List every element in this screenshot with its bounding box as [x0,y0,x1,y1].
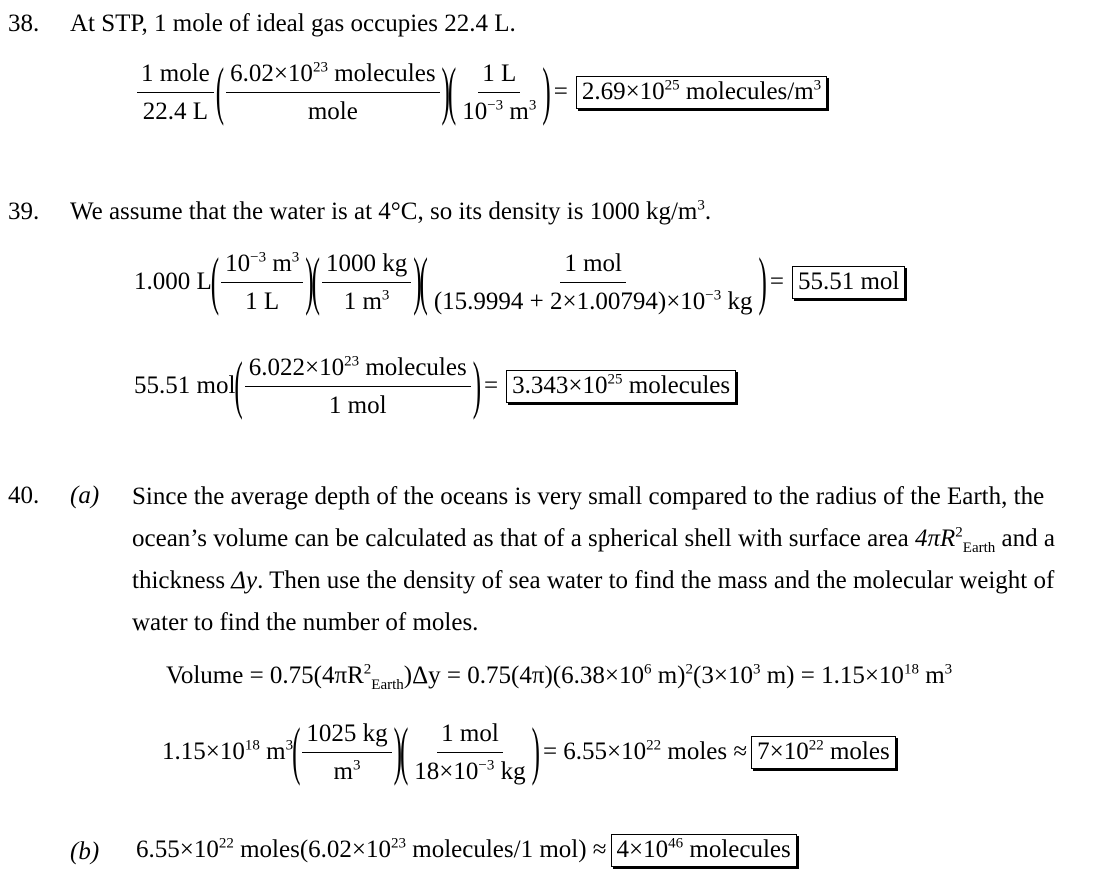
answer-box-38: $2.69\times 10^{25}$ molecules/$m^3$ [576,76,827,109]
part-a-explanation: Since the average depth of the oceans is very small compared to the radius of the Earth, the ocean’s volume can be calculated as that of a spherical shell with surface area $4\pi R^2_{Earth}$ and a thickness Δy. Then use the density of sea water to find the mass and the molecular weight of water to find the number of moles. [132,483,1055,636]
problem-39-number: 39. [8,198,40,225]
part-b-equation: $6.55\times 10^{22}$ $moles(6.02\times 10^{23}$ molecules/1 mol) ≈ $4\times 10^{46}$ molecules [136,834,797,867]
volume-equation: Volume = $0.75(4\pi R^2_{Earth})\Delta y = 0.75(4\pi)(6.38\times 10^6$ $m)^2(3\times 10^3$ $m) = 1.15\times 10^{18}$ $m^3$ [166,661,953,693]
answer-box-40b: $4\times 10^{46}$ molecules [611,834,797,867]
fraction-avogadro-39: $\frac{6.022\times 10^{23} molecules}{\text{1 mol}}$ [245,352,471,422]
fraction-liter-to-m3: $\frac{1 L}{10^{-3} m^3}$ [462,60,537,126]
answer-box-40a: $7\times 10^{22}$ moles [751,736,896,769]
fraction-liter-conversion: $\frac{10^{-3} m^3}{1 L}$ [221,248,303,318]
problem-38-number: 38. [8,10,40,37]
problem-38-statement: At STP, 1 mole of ideal gas occupies 22.4 L. [70,10,516,37]
problem-38-equation: $\frac{\text{1 mole}}{22.4 L}$ ( $\frac{6.02\times 10^{23} molecules}{\text{mole}}$ ) ( $\frac{1 L}{10^{-3} m^3}$ ) = $2.69\times 10^{25}$ molecules/$m^3$ [134,58,827,128]
fraction-water-molar-mass: $\frac{\text{1 mol}}{18\times 10^{-3} kg}$ [414,720,526,786]
problem-40-number: 40. [8,482,40,509]
moles-equation: $1.15\times 10^{18}$ $m^3$ ( $\frac{1025 kg}{m^3}$ ) ( $\frac{\text{1 mol}}{18\times 10^{-3} kg}$ ) = $6.55\times 10^{22}$ moles ≈ $7\times 10^{22}$ moles [162,718,896,788]
fraction-seawater-density: $\frac{1025 kg}{m^3}$ [302,718,391,788]
fraction-molar-mass: $\frac{\text{1 mol}}{(15.9994 + 2\times 1.00794)\times 10^{-3} kg}$ [433,250,753,316]
part-b-label: (b) [70,838,100,865]
problem-39-equation-1: 1.000 L ( $\frac{10^{-3} m^3}{1 L}$ ) ( $\frac{1000 kg}{1 m^3}$ ) ( $\frac{\text{1 mol}}{(15.9994 + 2\times 1.00794)\times 10^{-3} kg}$ ) = 55.51 mol [134,248,905,318]
part-a-label: (a) [70,482,100,509]
fraction-density: $\frac{1000 kg}{1 m^3}$ [322,248,411,318]
answer-box-39-moles: 55.51 mol [792,266,905,299]
problem-39-statement: We assume that the water is at 4°C, so its density is 1000 $kg/m^3$. [70,197,712,225]
answer-box-39-molecules: $3.343\times 10^{25}$ molecules [506,370,736,403]
problem-39-equation-2: 55.51 mol ( $\frac{6.022\times 10^{23} molecules}{\text{1 mol}}$ ) = $3.343\times 10^{25}$ molecules [134,352,736,422]
fraction-avogadro: $\frac{6.02\times 10^{23} molecules}{\text{mole}}$ [226,58,439,128]
fraction-mole-per-liter: $\frac{\text{1 mole}}{22.4 L}$ [137,58,214,128]
